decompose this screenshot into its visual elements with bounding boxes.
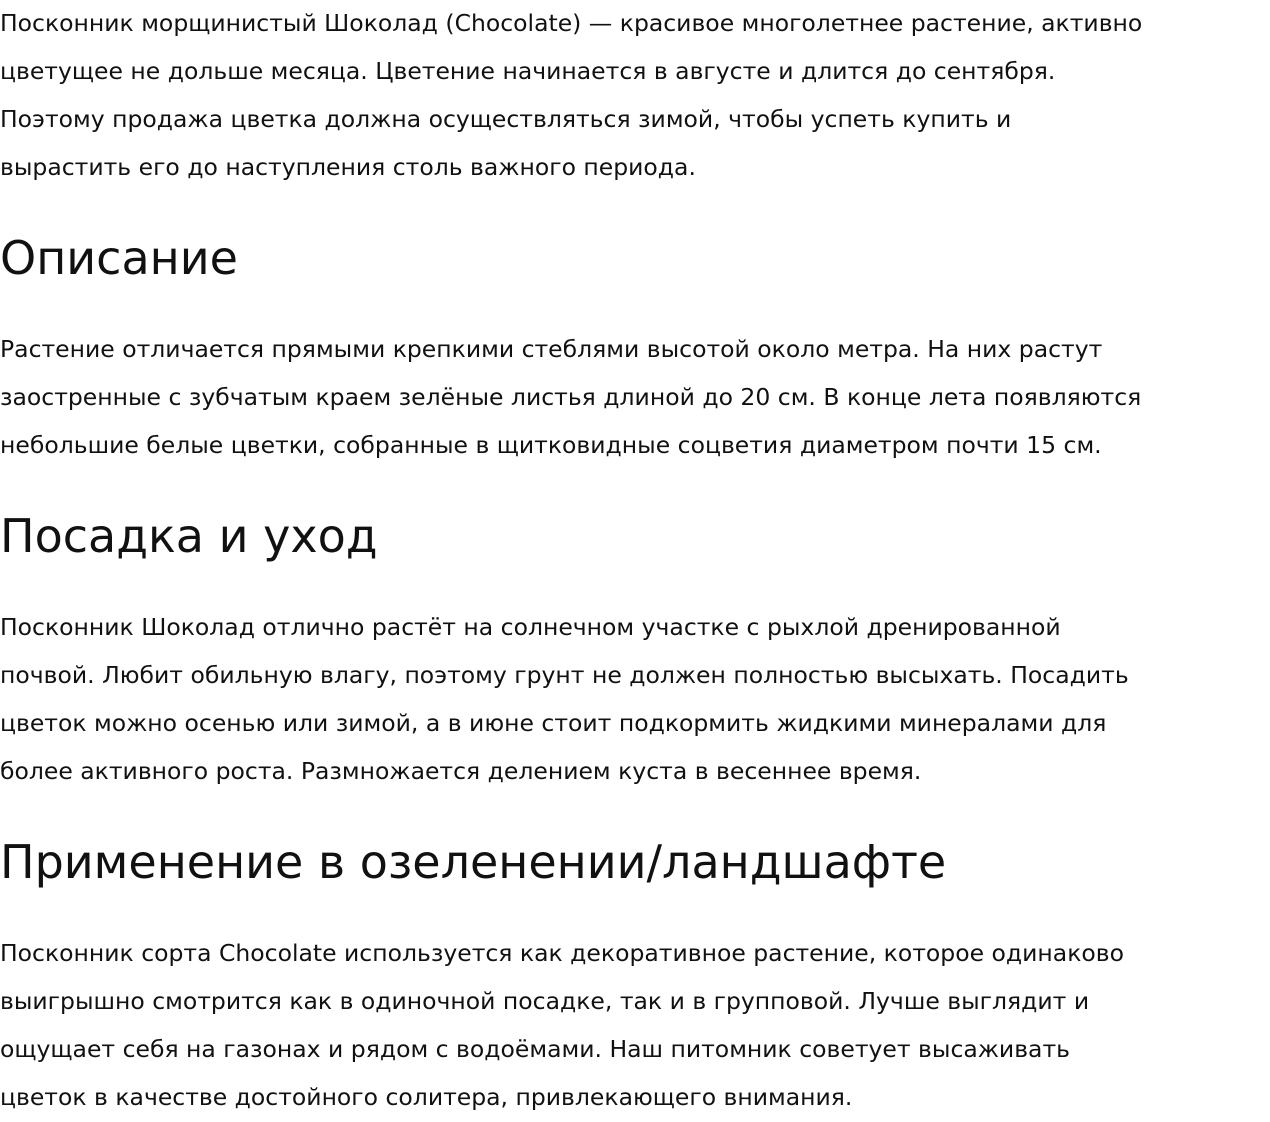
landscape-use-paragraph — [0, 929, 1124, 1121]
section-heading-landscape-use: Применение в озеленении/ландшафте — [0, 835, 947, 889]
text-line: заостренные с зубчатым краем зелёные листья длиной до 20 см. В конце лета появляются — [0, 383, 1142, 411]
text-line: цветущее не дольше месяца. Цветение начинается в августе и длится до сентября. — [0, 57, 1056, 85]
text-line: выигрышно смотрится как в одиночной посадке, так и в групповой. Лучше выглядит и — [0, 987, 1090, 1015]
text-line: Растение отличается прямыми крепкими стеблями высотой около метра. На них растут — [0, 335, 1103, 363]
intro-paragraph — [0, 0, 1142, 191]
text-line: цветок в качестве достойного солитера, привлекающего внимания. — [0, 1083, 853, 1111]
text-line: почвой. Любит обильную влагу, поэтому грунт не должен полностью высыхать. Посадить — [0, 661, 1129, 689]
planting-care-paragraph — [0, 603, 1129, 795]
text-line: небольшие белые цветки, собранные в щитковидные соцветия диаметром почти 15 см. — [0, 431, 1102, 459]
text-line: Поэтому продажа цветка должна осуществляться зимой, чтобы успеть купить и — [0, 105, 1012, 133]
text-line: цветок можно осенью или зимой, а в июне стоит подкормить жидкими минералами для — [0, 709, 1107, 737]
text-line: более активного роста. Размножается делением куста в весеннее время. — [0, 757, 922, 785]
section-heading-description: Описание — [0, 231, 238, 285]
text-line: ощущает себя на газонах и рядом с водоёмами. Наш питомник советует высаживать — [0, 1035, 1070, 1063]
section-heading-planting-care: Посадка и уход — [0, 509, 378, 563]
text-line: Посконник Шоколад отлично растёт на солнечном участке с рыхлой дренированной — [0, 613, 1061, 641]
description-paragraph — [0, 325, 1141, 469]
text-line: Посконник сорта Chocolate используется как декоративное растение, которое одинаково — [0, 939, 1124, 967]
text-line: вырастить его до наступления столь важного периода. — [0, 153, 696, 181]
text-line: Посконник морщинистый Шоколад (Chocolate) — красивое многолетнее растение, активно — [0, 9, 1143, 37]
